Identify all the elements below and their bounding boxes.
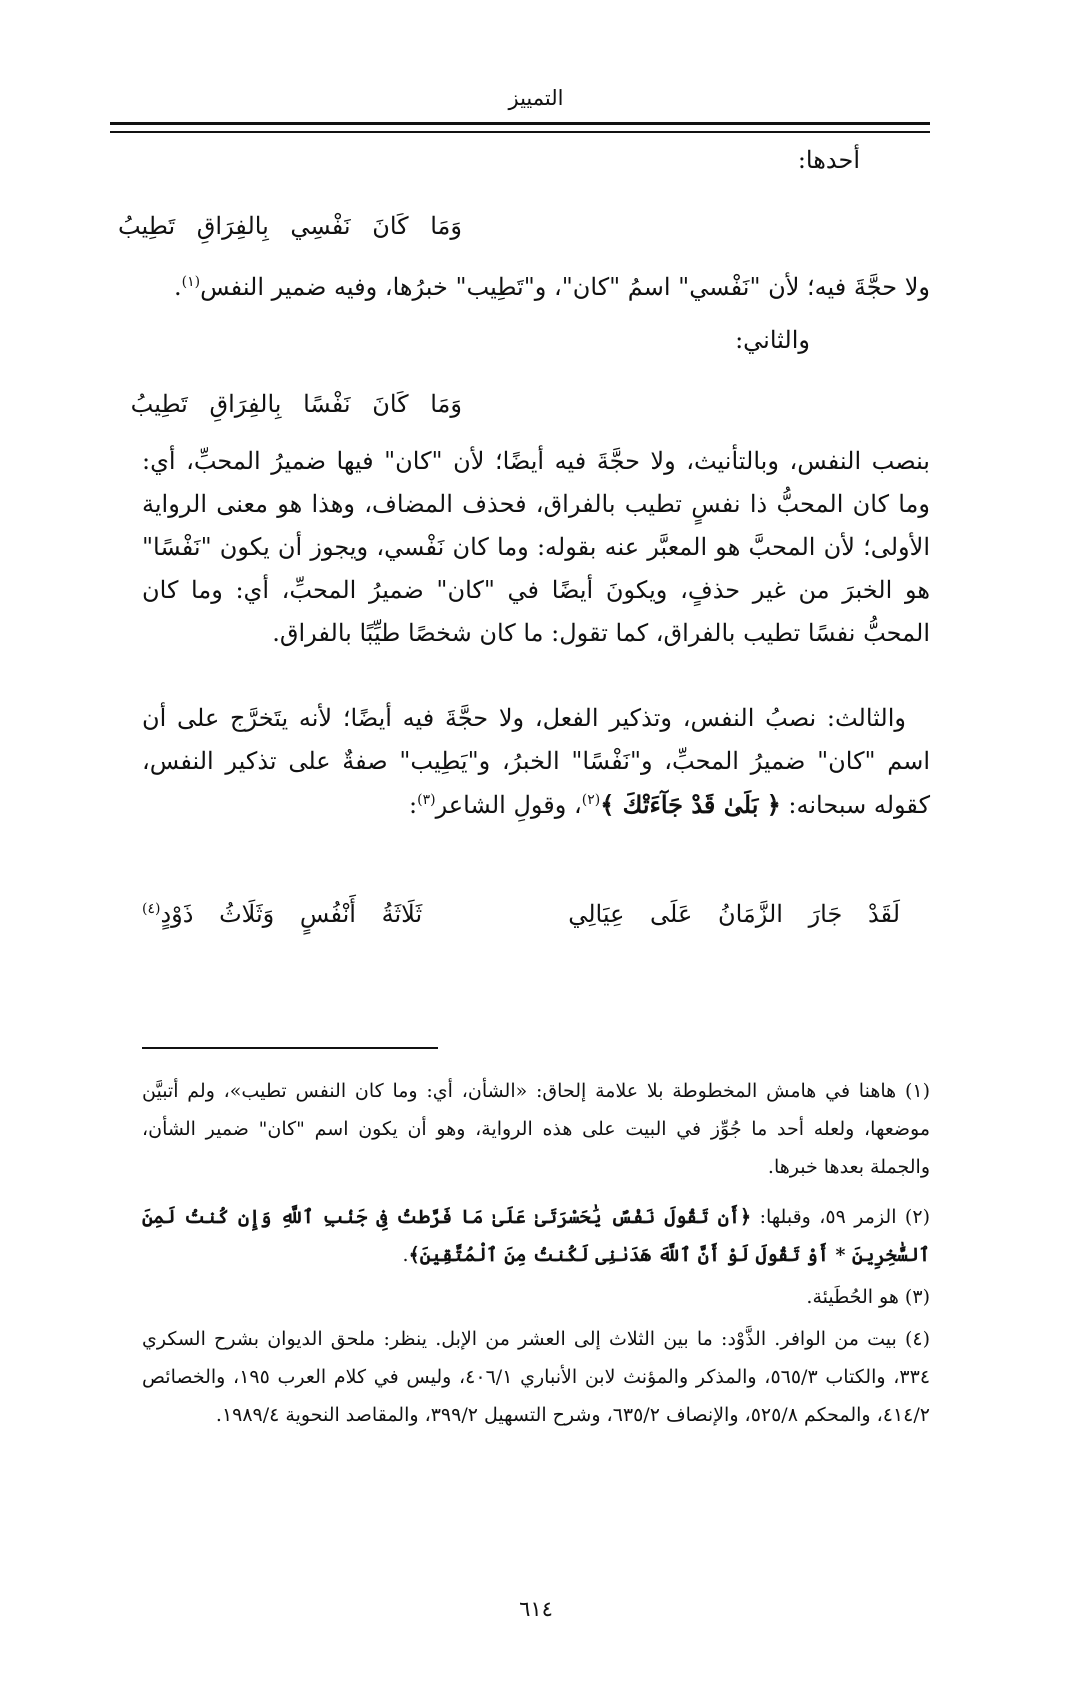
footnote-ref-2: (٢)	[581, 792, 601, 808]
verse-poem	[142, 900, 900, 928]
footnote-2-end: .	[402, 1244, 409, 1266]
footnote-ref-4: (٤)	[142, 901, 161, 917]
quran-quote: ﴿ بَلَىٰ قَدْ جَآءَتْكَ ﴾	[600, 790, 781, 819]
verse-variant-one: وَمَا كَانَ نَفْسِي بِالفِرَاقِ تَطِيبُ	[117, 212, 462, 240]
footnote-4: (٤) بيت من الوافر. الذَّوْد: ما بين الثلاث إلى العشر من الإبل. ينظر: ملحق الديوان بشرح السكري ٣٣٤، والكتاب ٥٦٥/٣، والمذكر والمؤنث لابن الأنباري ٤٠٦/١، وليس في كلام العرب ١٩٥، والخصائص ٤١٤/٢، والمحكم ٥٢٥/٨، والإنصاف ٦٣٥/٢، وشرح التسهيل ٣٩٩/٢، والمقاصد النحوية ١٩٨٩/٤.	[142, 1328, 931, 1426]
paragraph-two-text: بنصب النفس، وبالتأنيث، ولا حجَّةَ فيه أيضًا؛ لأن "كان" فيها ضميرُ المحبِّ، أي: وما كان المحبُّ ذا نفسٍ تطيب بالفراق، فحذف المضاف، وهذا هو معنى الرواية الأولى؛ لأن المحبَّ هو المعبَّر عنه بقوله: وما كان نَفْسي، ويجوز أن يكون "نَفْسًا" هو الخبرَ من غير حذفٍ، ويكونَ أيضًا في "كان" ضميرُ المحبِّ، أي: وما كان المحبُّ نفسًا تطيب بالفراق، كما تقول: ما كان شخصًا طيِّبًا بالفراق.	[142, 447, 930, 647]
paragraph-three-text: والثالث: نصبُ النفس، وتذكير الفعل، ولا حجَّةَ فيه أيضًا؛ لأنه يتَخرَّج على أن اسم "كان" ضميرُ المحبِّ، و"نَفْسًا" الخبرُ، و"يَطِيب" صفةٌ على تذكير النفس، كقوله سبحانه:	[142, 704, 930, 819]
verse-second-hemistich	[142, 900, 422, 928]
footnote-2-quran: ﴿أَن تَقُولَ نَفْسٌ يَٰحَسْرَتَىٰ عَلَىٰ مَا فَرَّطتُ فِى جَنۢبِ ٱللَّهِ وَإِن كُنتُ لَمِنَ ٱلسَّٰخِرِينَ * أَوْ تَقُولَ لَوْ أَنَّ ٱللَّهَ هَدَىٰنِى لَكُنتُ مِنَ ٱلْمُتَّقِينَ﴾	[142, 1206, 930, 1266]
paragraph-three-end: :	[409, 791, 418, 819]
paragraph-one-text: ولا حجَّةَ فيه؛ لأن "نَفْسي" اسمُ "كان"، و"تَطِيب" خبرُها، وفيه ضمير النفس	[200, 273, 930, 301]
footnotes	[142, 1072, 930, 1446]
paragraph-three-mid: ، وقولِ الشاعر	[435, 791, 582, 819]
header-rule-thick	[110, 122, 930, 125]
verse-first-hemistich: لَقَدْ جَارَ الزَّمَانُ عَلَى عِيَالِي	[568, 900, 900, 928]
page-number: ٦١٤	[519, 1597, 553, 1621]
footnote-3: (٣) هو الحُطَيئة.	[806, 1286, 930, 1308]
first-variant-label: أحدها:	[797, 146, 860, 174]
verse-second-hemistich-text: ثَلَاثَةُ أَنْفُسٍ وَثَلَاثُ ذَوْدٍ	[160, 900, 423, 928]
second-variant-label: والثاني:	[735, 326, 810, 354]
footnote-separator	[142, 1047, 438, 1049]
footnote-1: (١) هاهنا في هامش المخطوطة بلا علامة إلحاق: «الشأن، أي: وما كان النفس تطيب»، ولم أتبيَّن موضعها، ولعله أحد ما جُوِّز في البيت على هذه الرواية، وهو أن يكون اسم "كان" ضمير الشأن، والجملة بعدها خبرها.	[142, 1080, 930, 1178]
paragraph-two	[142, 440, 930, 655]
footnote-ref-3: (٣)	[417, 792, 436, 808]
footnote-ref-1: (١)	[181, 274, 201, 290]
header-rule-thin	[110, 131, 930, 133]
verse-variant-two: وَمَا كَانَ نَفْسًا بِالفِرَاقِ تَطِيبُ	[130, 390, 462, 418]
running-head: التمييز	[508, 86, 564, 110]
paragraph-one	[142, 266, 930, 309]
footnote-2-text: (٢) الزمر ٥٩، وقبلها:	[751, 1206, 930, 1228]
paragraph-three	[142, 697, 930, 827]
paragraph-one-end: .	[173, 273, 182, 301]
footnote-2	[142, 1198, 930, 1274]
